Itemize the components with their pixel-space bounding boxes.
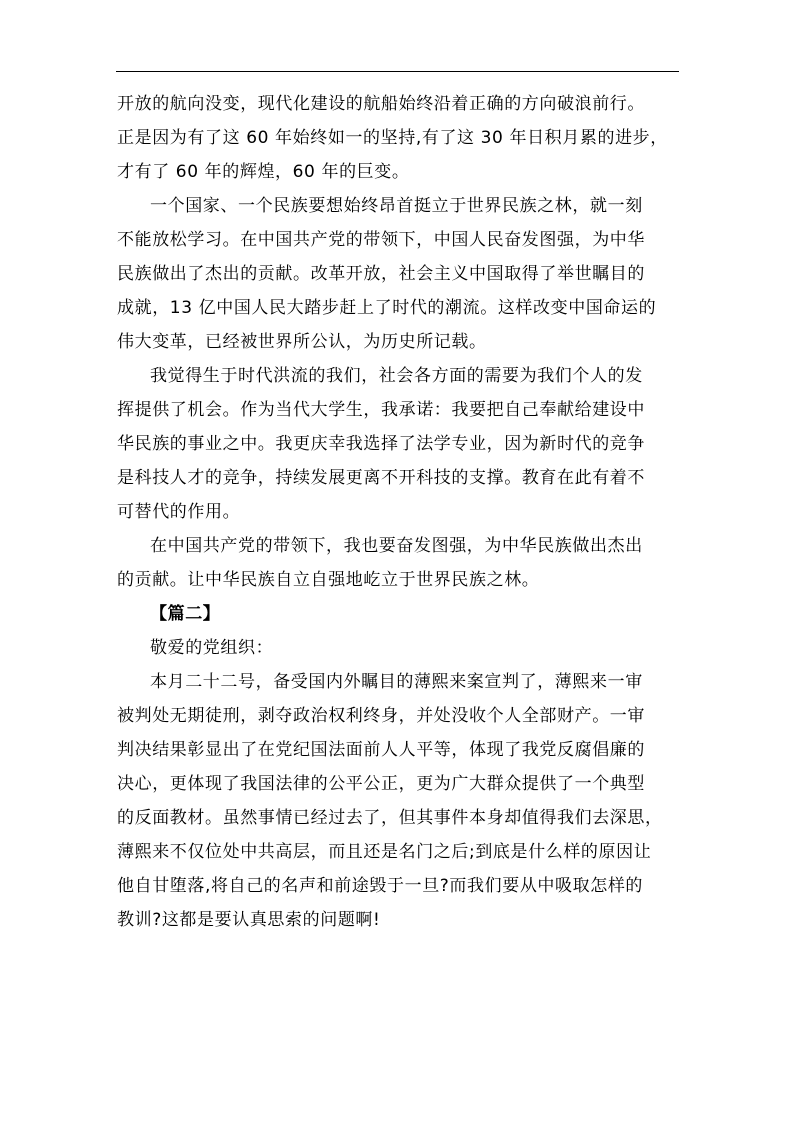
text-line: 成就，13 亿中国人民大踏步赶上了时代的潮流。这样改变中国命运的 bbox=[117, 298, 657, 318]
text-line: 不能放松学习。在中国共产党的带领下，中国人民奋发图强，为中华 bbox=[117, 230, 645, 250]
text-line: 被判处无期徒刑，剥夺政治权利终身，并处没收个人全部财产。一审 bbox=[117, 706, 645, 726]
text-line: 开放的航向没变，现代化建设的航船始终沿着正确的方向破浪前行。 bbox=[117, 94, 645, 114]
salutation: 敬爱的党组织： bbox=[150, 638, 274, 658]
text-line: 的贡献。让中华民族自立自强地屹立于世界民族之林。 bbox=[117, 570, 540, 590]
text-line: 挥提供了机会。作为当代大学生，我承诺：我要把自己奉献给建设中 bbox=[117, 400, 645, 420]
header-rule bbox=[116, 71, 679, 72]
text-line: 是科技人才的竞争，持续发展更离不开科技的支撑。教育在此有着不 bbox=[117, 468, 645, 488]
text-line: 薄熙来不仅位处中共高层，而且还是名门之后;到底是什么样的原因让 bbox=[117, 842, 652, 862]
paragraph-start-line: 我觉得生于时代洪流的我们，社会各方面的需要为我们个人的发 bbox=[150, 366, 643, 386]
section-heading: 【篇二】 bbox=[150, 604, 221, 624]
text-line: 判决结果彰显出了在党纪国法面前人人平等，体现了我党反腐倡廉的 bbox=[117, 740, 645, 760]
text-line: 决心，更体现了我国法律的公平公正，更为广大群众提供了一个典型 bbox=[117, 774, 645, 794]
text-line: 伟大变革，已经被世界所公认，为历史所记载。 bbox=[117, 332, 487, 352]
text-line: 正是因为有了这 60 年始终如一的坚持,有了这 30 年日积月累的进步， bbox=[117, 128, 668, 148]
text-line: 可替代的作用。 bbox=[117, 502, 241, 522]
text-line: 才有了 60 年的辉煌，60 年的巨变。 bbox=[117, 162, 410, 182]
paragraph-start-line: 在中国共产党的带领下，我也要奋发图强，为中华民族做出杰出 bbox=[150, 536, 643, 556]
paragraph-start-line: 本月二十二号，备受国内外瞩目的薄熙来案宣判了，薄熙来一审 bbox=[150, 672, 643, 692]
document-body bbox=[117, 87, 679, 937]
text-line: 华民族的事业之中。我更庆幸我选择了法学专业，因为新时代的竞争 bbox=[117, 434, 645, 454]
text-line: 的反面教材。虽然事情已经过去了，但其事件本身却值得我们去深思， bbox=[117, 808, 663, 828]
text-line: 教训?这都是要认真思索的问题啊! bbox=[117, 910, 381, 930]
paragraph-start-line: 一个国家、一个民族要想始终昂首挺立于世界民族之林，就一刻 bbox=[150, 196, 643, 216]
text-line: 民族做出了杰出的贡献。改革开放，社会主义中国取得了举世瞩目的 bbox=[117, 264, 645, 284]
text-line: 他自甘堕落,将自己的名声和前途毁于一旦?而我们要从中吸取怎样的 bbox=[117, 876, 644, 896]
